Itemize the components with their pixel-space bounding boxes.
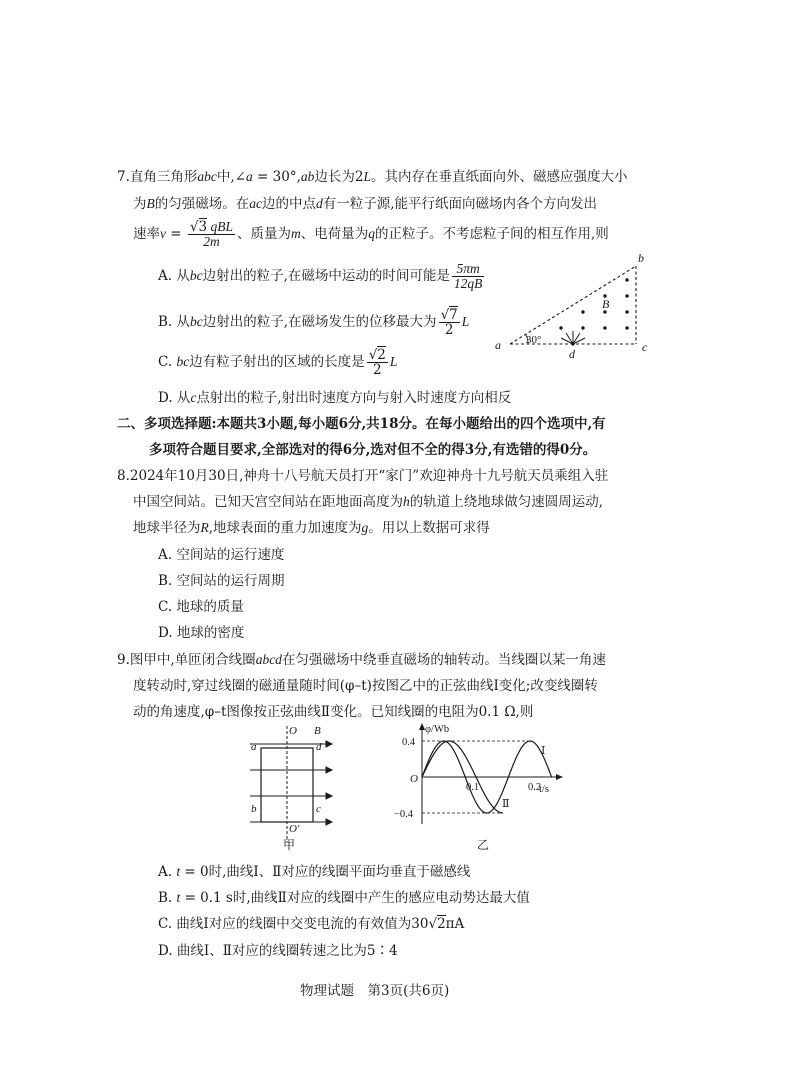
field-dots bbox=[559, 278, 628, 329]
q9-line2: 度转动时,穿过线圈的磁通量随时间(φ–t)按图乙中的正弦曲线Ⅰ变化;改变线圈转 bbox=[133, 678, 598, 694]
origin-label: O bbox=[410, 773, 418, 785]
option-b-fraction: $\frac{√7}{2}$ bbox=[440, 307, 458, 339]
q8-line2: 中国空间站。已知天宫空间站在距地面高度为h的轨道上绕地球做匀速圆周运动, bbox=[133, 494, 604, 510]
q8-number: 8. bbox=[117, 468, 130, 484]
particle-source-arrows bbox=[561, 331, 585, 344]
flux-time-chart bbox=[392, 720, 572, 830]
y-axis-label: φ/Wb bbox=[425, 724, 450, 735]
x-tick-0-1: 0.1 bbox=[466, 782, 480, 793]
q7-option-a: A. 从bc边射出的粒子,在磁场中运动的时间可能是 $\frac{5\pi m}{12qB}$ bbox=[158, 261, 483, 292]
label-d-coil: d bbox=[316, 741, 322, 753]
x-axis-arrow bbox=[556, 774, 563, 780]
label-c: c bbox=[642, 340, 648, 354]
coil-abcd bbox=[261, 748, 313, 822]
option-c-fraction: $\frac{√2}{2}$ bbox=[368, 347, 386, 379]
q7-option-d: D. 从c点射出的粒子,射出时速度方向与射入时速度方向相反 bbox=[158, 390, 512, 406]
y-tick-negative: −0.4 bbox=[394, 809, 414, 820]
label-c-coil: c bbox=[316, 803, 321, 815]
q9-option-a: A. t = 0时,曲线Ⅰ、Ⅱ对应的线圈平面均垂直于磁感线 bbox=[158, 864, 471, 880]
page-footer: 物理试题 第3页(共6页) bbox=[300, 983, 450, 999]
q9-option-c: C. 曲线Ⅰ对应的线圈中交变电流的有效值为30√2πA bbox=[158, 916, 465, 932]
section2-heading-line2: 多项符合题目要求,全部选对的得6分,选对但不全的得3分,有选错的得0分。 bbox=[149, 442, 597, 458]
label-b-coil: b bbox=[251, 803, 257, 815]
q8-option-a: A. 空间站的运行速度 bbox=[158, 547, 285, 563]
q9-line3: 动的角速度,φ–t图像按正弦曲线Ⅱ变化。已知线圈的电阻为0.1 Ω,则 bbox=[133, 704, 534, 720]
q7-line2: 为B的匀强磁场。在ac边的中点d有一粒子源,能平行纸面向磁场内各个方向发出 bbox=[133, 196, 598, 212]
label-a-coil: a bbox=[251, 741, 257, 753]
x-tick-0-2: 0.2 bbox=[528, 782, 542, 793]
q7-number: 7. bbox=[117, 169, 130, 185]
label-a: a bbox=[495, 338, 501, 352]
q7-line1: 7.直角三角形abc中,∠a = 30°,ab边长为2L。其内存在垂直纸面向外、磁感应强度大小 bbox=[117, 169, 628, 185]
q8-line3: 地球半径为R,地球表面的重力加速度为g。用以上数据可求得 bbox=[133, 520, 490, 536]
label-B: B bbox=[602, 297, 610, 311]
label-b: b bbox=[638, 251, 644, 265]
speed-fraction: $\frac{\text{√3 qBL}}{2m}$ bbox=[189, 219, 233, 250]
coil-figure bbox=[248, 722, 358, 850]
q7-option-b: B. 从bc边射出的粒子,在磁场发生的位移最大为 $\frac{√7}{2}$ L bbox=[158, 307, 470, 339]
label-B-field: B bbox=[314, 725, 321, 737]
option-a-fraction: $\frac{5\pi m}{12qB}$ bbox=[453, 261, 483, 292]
label-d: d bbox=[569, 347, 575, 361]
curve-II-label: Ⅱ bbox=[502, 798, 510, 810]
curve-I-label: Ⅰ bbox=[541, 745, 546, 757]
q8-option-b: B. 空间站的运行周期 bbox=[158, 573, 285, 589]
q7-line3: 速率v = $\frac{\text{√3 qBL}}{2m}$ 、质量为m、电荷量为q的正粒子。不考虑粒子间的相互作用,则 bbox=[133, 219, 609, 250]
label-O-prime: O′ bbox=[289, 823, 300, 835]
figure-caption-yi: 乙 bbox=[477, 838, 490, 852]
triangle-field-figure bbox=[488, 250, 658, 362]
q8-line1: 8.2024年10月30日,神舟十八号航天员打开“家门”欢迎神舟十九号航天员乘组入驻 bbox=[117, 468, 609, 484]
q9-line1: 9.图甲中,单匝闭合线圈abcd在匀强磁场中绕垂直磁场的轴转动。当线圈以某一角速 bbox=[117, 652, 606, 668]
y-tick-positive: 0.4 bbox=[402, 737, 416, 748]
point-d bbox=[571, 342, 574, 345]
label-O: O bbox=[289, 725, 297, 737]
q8-option-c: C. 地球的质量 bbox=[158, 599, 244, 615]
section2-heading-line1: 二、多项选择题:本题共3小题,每小题6分,共18分。在每小题给出的四个选项中,有 bbox=[117, 416, 606, 432]
q7-option-c: C. bc边有粒子射出的区域的长度是 $\frac{√2}{2}$ L bbox=[158, 347, 398, 379]
figure-caption-jia: 甲 bbox=[283, 838, 296, 852]
q9-option-d: D. 曲线Ⅰ、Ⅱ对应的线圈转速之比为5∶4 bbox=[158, 943, 398, 959]
q9-option-b: B. t = 0.1 s时,曲线Ⅱ对应的线圈中产生的感应电动势达最大值 bbox=[158, 890, 530, 906]
label-angle: 30° bbox=[526, 334, 542, 346]
q8-option-d: D. 地球的密度 bbox=[158, 625, 245, 641]
x-axis-label: t/s bbox=[539, 784, 549, 795]
q9-number: 9. bbox=[117, 652, 130, 668]
